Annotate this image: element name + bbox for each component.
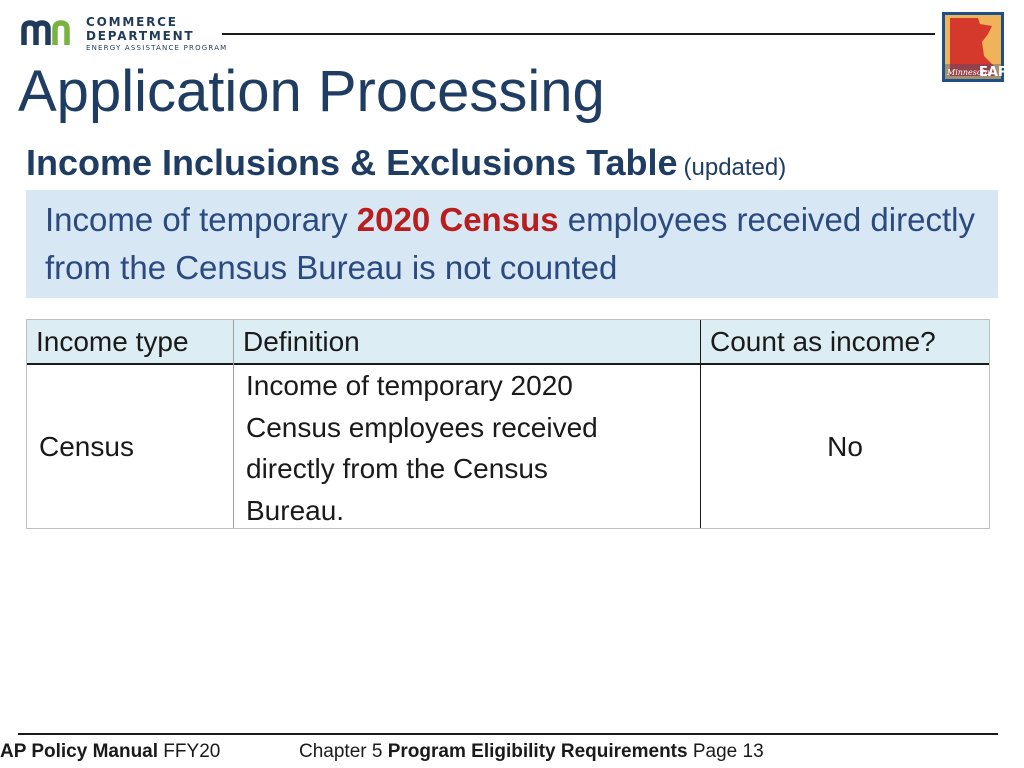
mn-logo-icon xyxy=(22,19,80,49)
page-title: Application Processing xyxy=(18,59,605,124)
footer-manual-year: FFY20 xyxy=(158,741,221,762)
census-callout-box xyxy=(26,190,998,298)
subtitle-note: (updated) xyxy=(683,154,787,181)
header-income-type: Income type xyxy=(36,326,189,357)
footer-divider xyxy=(18,733,998,735)
callout-highlight: 2020 Census xyxy=(356,201,559,238)
callout-text-after: employees received directly from the Census Bureau is not counted xyxy=(45,201,975,286)
income-table xyxy=(26,319,990,529)
cell-count-as-income: No xyxy=(827,430,863,462)
footer-chapter-number: Chapter 5 xyxy=(299,741,388,762)
cell-income-type: Census xyxy=(39,430,134,462)
logo-line-2: DEPARTMENT xyxy=(86,29,195,43)
footer-chapter-title: Program Eligibility Requirements xyxy=(387,741,688,762)
header-definition: Definition xyxy=(243,326,360,357)
footer-chapter xyxy=(299,741,764,763)
footer-manual xyxy=(0,741,220,763)
footer-page: Page 13 xyxy=(687,741,764,762)
logo-line-3: ENERGY ASSISTANCE PROGRAM xyxy=(86,44,228,52)
header-count-as-income: Count as income? xyxy=(710,326,936,357)
table-subtitle xyxy=(26,142,786,184)
header-divider xyxy=(222,33,935,35)
minnesota-eap-badge-icon xyxy=(942,12,1008,82)
badge-letters: EAP xyxy=(979,65,1008,80)
cell-definition: Income of temporary 2020 Census employees received directly from the Census Bureau. xyxy=(246,370,598,526)
logo-line-1: COMMERCE xyxy=(86,15,178,29)
footer-manual-title: AP Policy Manual xyxy=(0,741,159,762)
subtitle-main: Income Inclusions & Exclusions Table xyxy=(26,142,678,183)
callout-text-before: Income of temporary xyxy=(45,201,357,238)
badge-script: Minnesota xyxy=(947,68,990,77)
logo-mark-text: mn xyxy=(22,19,24,20)
callout-text xyxy=(45,196,998,292)
commerce-department-logo xyxy=(22,14,227,54)
